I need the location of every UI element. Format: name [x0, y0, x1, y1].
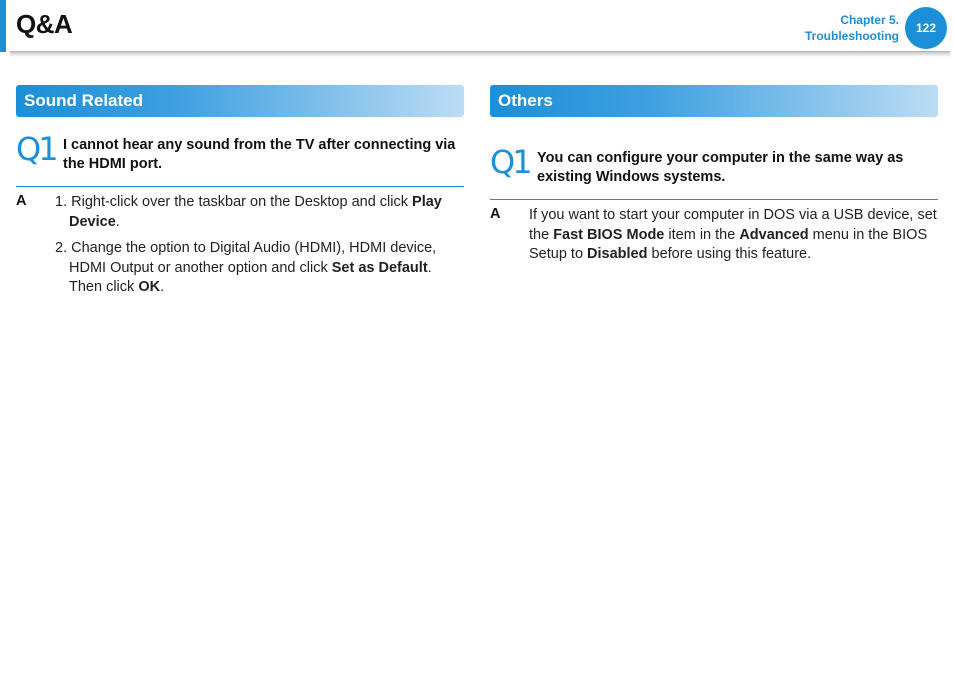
answer-block — [490, 200, 938, 265]
answer-part-4: before using this feature. — [647, 246, 812, 262]
question-block — [490, 143, 938, 200]
page-title: Q&A — [16, 9, 73, 39]
step-2-text: 2. Change the option to Digital Audio (HDMI), HDMI device, HDMI Output or another option and click — [55, 240, 437, 276]
answer-mark: A — [490, 206, 501, 222]
others-column — [490, 85, 938, 272]
section-title-sound-related: Sound Related — [16, 85, 464, 117]
disabled-term: Disabled — [587, 246, 648, 262]
answer-part-2: item in the — [664, 226, 740, 243]
question-block — [16, 130, 464, 187]
answer-block — [16, 187, 464, 298]
question-text: You can configure your computer in the same way as existing Windows systems. — [537, 150, 904, 185]
set-as-default-term: Set as Default — [331, 259, 428, 276]
play-device-term: Play Device — [69, 194, 442, 230]
chapter-number: Chapter 5. — [840, 13, 899, 27]
step-1-text: 1. Right-click over the taskbar on the Desktop and click — [55, 194, 413, 210]
step-2-mid: . Then click — [69, 259, 432, 295]
step-1-end: . — [115, 213, 120, 230]
header-divider — [10, 51, 950, 57]
question-number-mark: Q1 — [490, 143, 530, 181]
answer-text — [529, 206, 938, 265]
chapter-label — [805, 12, 899, 44]
sound-related-column — [16, 85, 464, 305]
header-accent-bar — [0, 0, 6, 52]
answer-step-2 — [55, 239, 464, 298]
step-2-end: . — [160, 279, 165, 295]
section-title-others: Others — [490, 85, 938, 117]
question-number-mark: Q1 — [16, 130, 56, 168]
page-number-badge: 122 — [905, 7, 947, 49]
fast-bios-mode-term: Fast BIOS Mode — [553, 226, 665, 243]
advanced-term: Advanced — [739, 226, 809, 243]
question-text: I cannot hear any sound from the TV after connecting via the HDMI port. — [63, 137, 456, 172]
answer-mark: A — [16, 193, 27, 209]
answer-body — [490, 206, 938, 265]
chapter-title: Troubleshooting — [805, 29, 899, 43]
ok-term: OK — [138, 279, 161, 295]
answer-part-1: If you want to start your computer in DOS via a USB device, set the — [529, 207, 937, 243]
answer-steps — [16, 193, 464, 298]
answer-step-1 — [55, 193, 464, 232]
answer-part-3: menu in the BIOS Setup to — [529, 226, 928, 262]
